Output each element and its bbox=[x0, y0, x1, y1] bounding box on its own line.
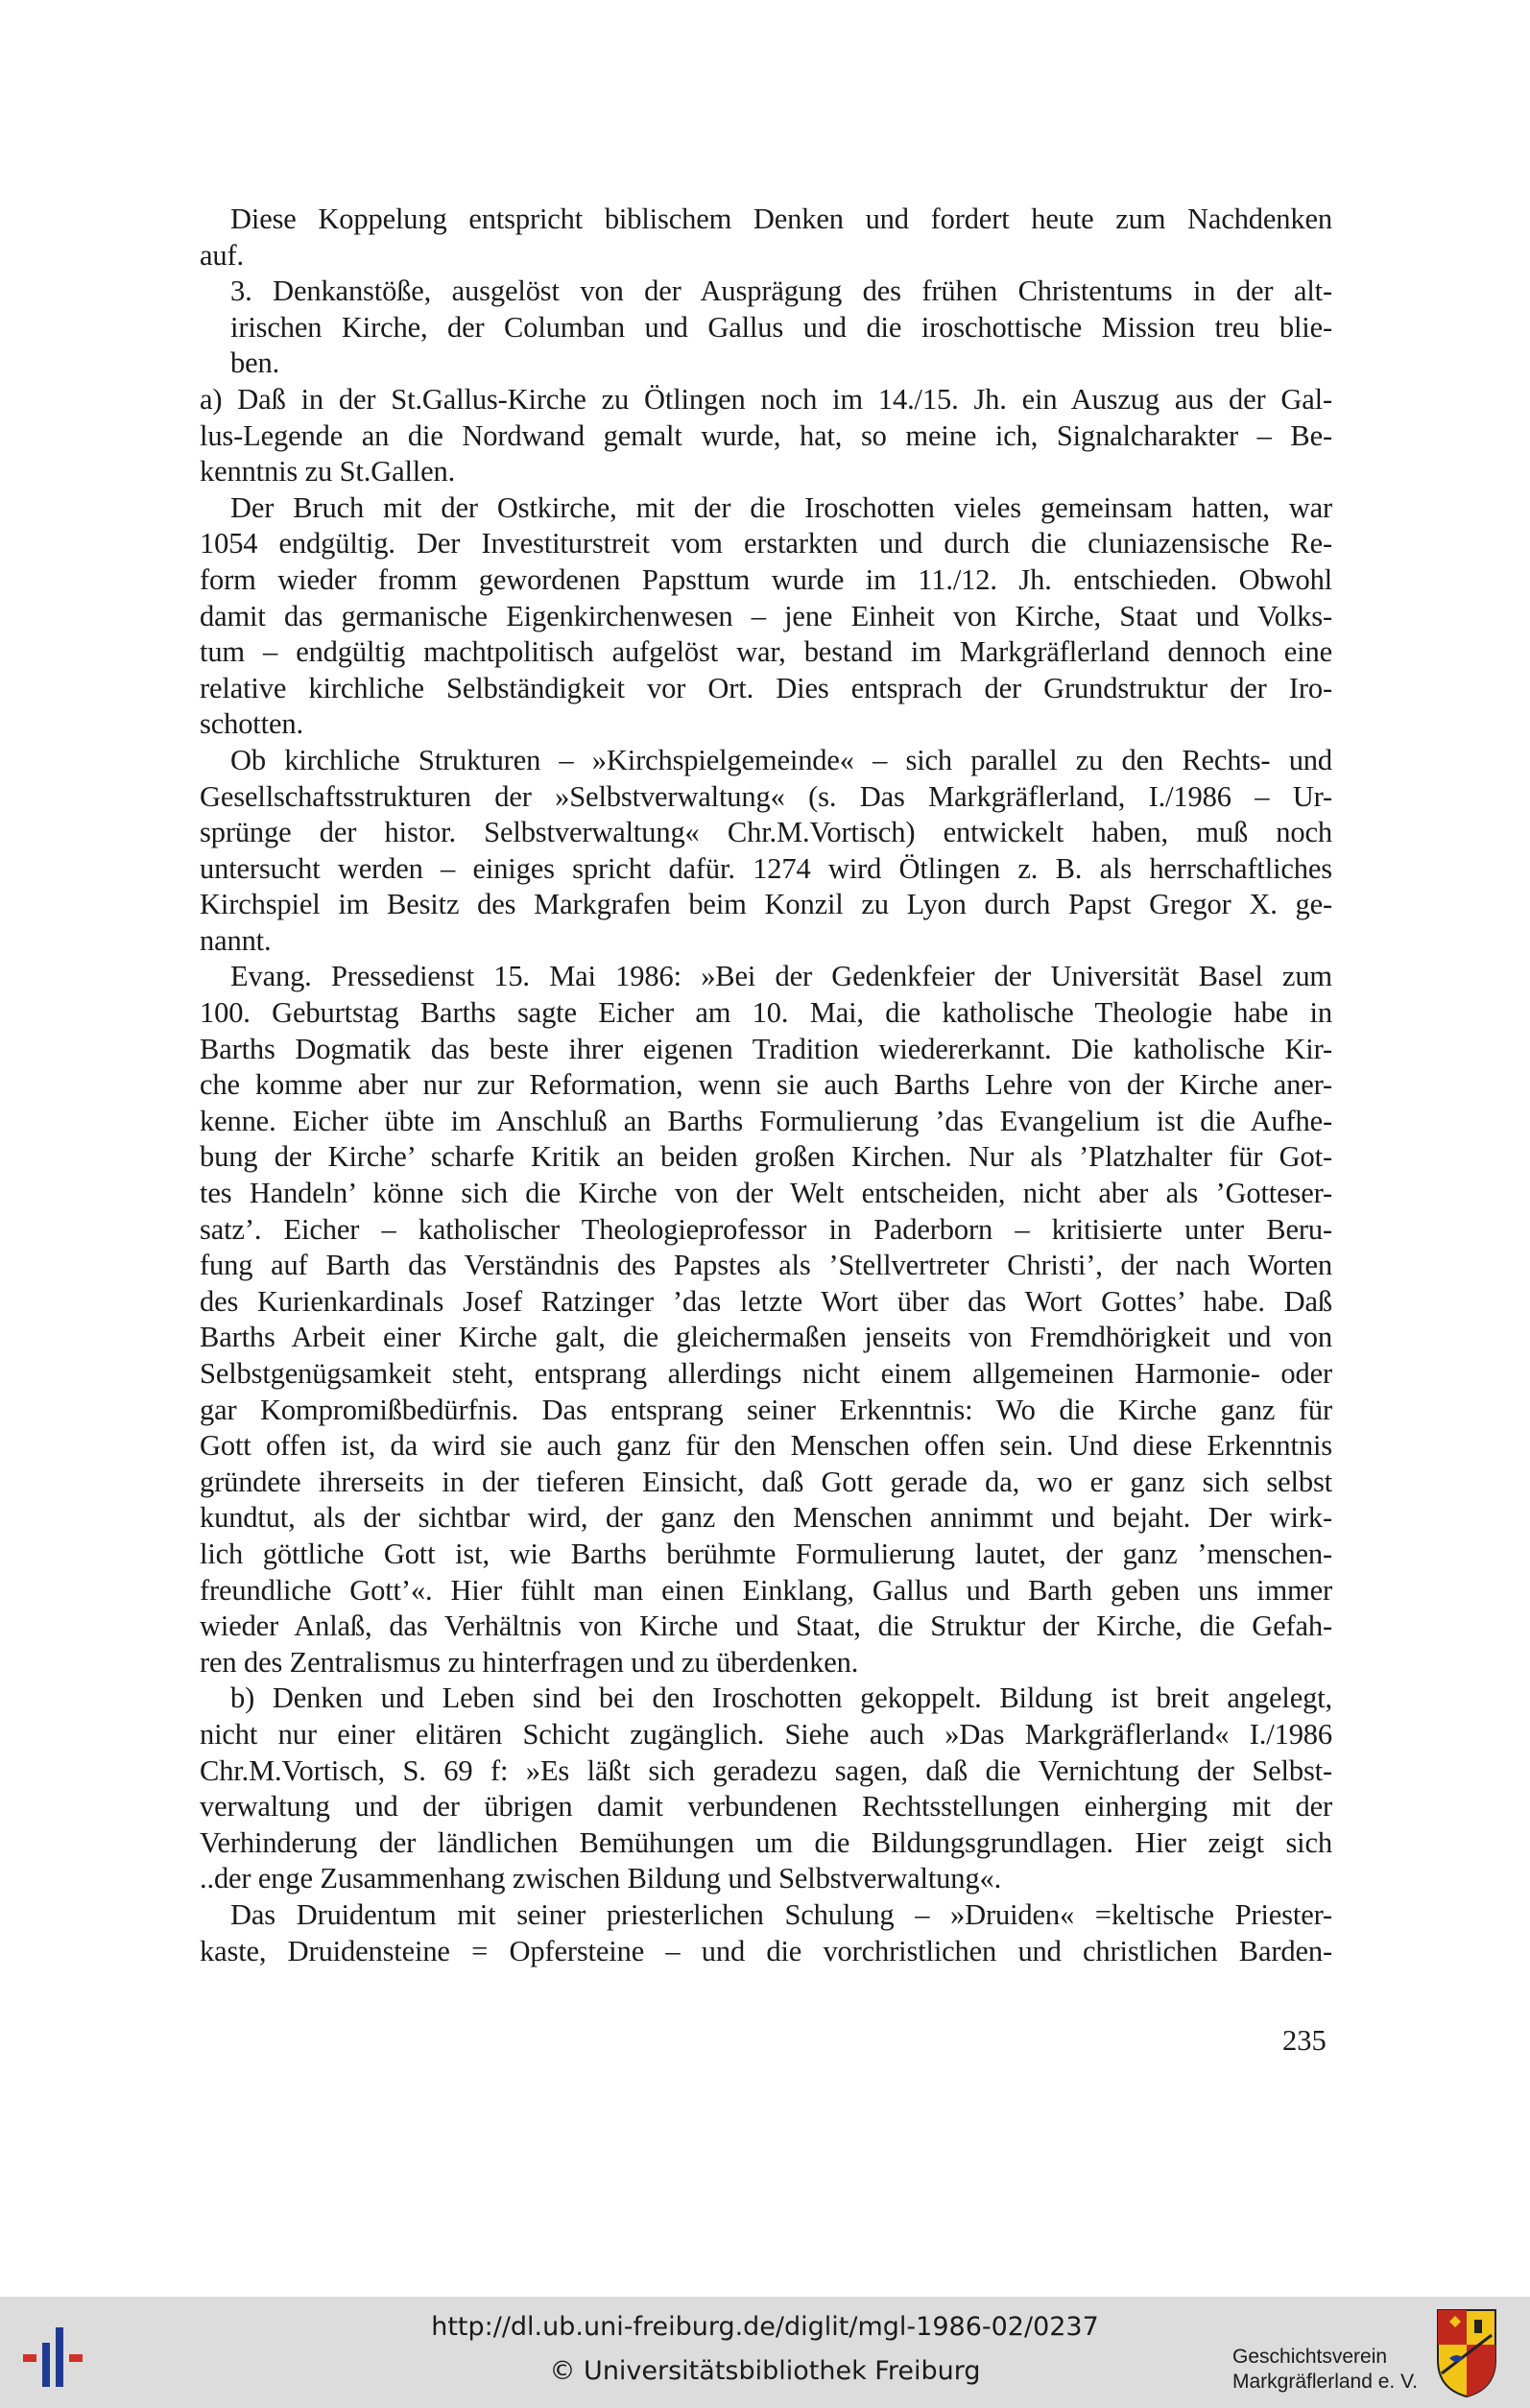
text-line: lich göttliche Gott ist, wie Barths berühmte Formulierung lautet, der ganz ’menschen- bbox=[200, 1537, 1332, 1570]
text-line: Gesellschaftsstrukturen der »Selbstverwaltung« (s. Das Markgräflerland, I./1986 – Ur- bbox=[200, 779, 1332, 813]
text-line: ren des Zentralismus zu hinterfragen und zu überdenken. bbox=[200, 1645, 859, 1679]
body-text bbox=[200, 202, 1332, 1969]
text-line: Der Bruch mit der Ostkirche, mit der die Iroschotten vieles gemeinsam hatten, war bbox=[230, 490, 1332, 524]
text-line: Barths Dogmatik das beste ihrer eigenen Tradition wiedererkannt. Die katholische Kir- bbox=[200, 1032, 1332, 1065]
text-line: nicht nur einer elitären Schicht zugänglich. Siehe auch »Das Markgräflerland« I./1986 bbox=[200, 1717, 1332, 1751]
text-line: irischen Kirche, der Columban und Gallus und die iroschottische Mission treu blie- bbox=[230, 310, 1332, 344]
text-line: Kirchspiel im Besitz des Markgrafen beim Konzil zu Lyon durch Papst Gregor X. ge- bbox=[200, 888, 1332, 921]
text-line: kundtut, als der sichtbar wird, der ganz den Menschen annimmt und bejaht. Der wirk- bbox=[200, 1501, 1332, 1535]
text-line: b) Denken und Leben sind bei den Iroschotten gekoppelt. Bildung ist breit angelegt, bbox=[230, 1681, 1332, 1715]
text-line: 100. Geburtstag Barths sagte Eicher am 10. Mai, die katholische Theologie habe in bbox=[200, 996, 1332, 1030]
text-line: schotten. bbox=[200, 707, 303, 741]
text-line: fung auf Barth das Verständnis des Papstes als ’Stellvertreter Christi’, der nach Worten bbox=[200, 1249, 1332, 1282]
text-line: freundliche Gott’«. Hier fühlt man einen Einklang, Gallus und Barth geben uns immer bbox=[200, 1573, 1332, 1607]
text-line: ..der enge Zusammenhang zwischen Bildung und Selbstverwaltung«. bbox=[200, 1862, 1002, 1895]
text-line: Selbstgenügsamkeit steht, entsprang allerdings nicht einem allgemeinen Harmonie- oder bbox=[200, 1357, 1332, 1390]
text-line: Ob kirchliche Strukturen – »Kirchspielgemeinde« – sich parallel zu den Rechts- und bbox=[230, 743, 1332, 776]
text-line: untersucht werden – einiges spricht dafür. 1274 wird Ötlingen z. B. als herrschaftliches bbox=[200, 851, 1332, 885]
text-line: Verhinderung der ländlichen Bemühungen um die Bildungsgrundlagen. Hier zeigt sich bbox=[200, 1825, 1332, 1859]
text-line: a) Daß in der St.Gallus-Kirche zu Ötlingen noch im 14./15. Jh. ein Auszug aus der Gal- bbox=[200, 382, 1332, 416]
text-line: verwaltung und der übrigen damit verbundenen Rechtsstellungen einherging mit der bbox=[200, 1790, 1332, 1824]
text-line: kaste, Druidensteine = Opfersteine – und die vorchristlichen und christlichen Barden- bbox=[200, 1934, 1332, 1967]
text-line: damit das germanische Eigenkirchenwesen – jene Einheit von Kirche, Staat und Volks- bbox=[200, 599, 1332, 632]
text-line: che komme aber nur zur Reformation, wenn sie auch Barths Lehre von der Kirche aner- bbox=[200, 1068, 1332, 1102]
text-line: kenne. Eicher übte im Anschluß an Barths Formulierung ’das Evangelium ist die Aufhe- bbox=[200, 1104, 1332, 1137]
text-line: form wieder fromm gewordenen Papsttum wurde im 11./12. Jh. entschieden. Obwohl bbox=[200, 562, 1332, 596]
text-line: Das Druidentum mit seiner priesterlichen Schulung – »Druiden« =keltische Priester- bbox=[230, 1897, 1332, 1931]
coat-of-arms-icon[interactable] bbox=[1436, 2306, 1497, 2398]
footer-bar bbox=[0, 2297, 1530, 2408]
text-line: gründete ihrerseits in der tieferen Einsicht, daß Gott gerade da, wo er ganz sich selbst bbox=[200, 1465, 1332, 1498]
text-line: 1054 endgültig. Der Investiturstreit vom erstarkten und durch die cluniazensische Re- bbox=[200, 527, 1332, 560]
society-name-line1: Geschichtsverein bbox=[1232, 2346, 1388, 2368]
text-line: sprünge der histor. Selbstverwaltung« Chr.M.Vortisch) entwickelt haben, muß noch bbox=[200, 816, 1332, 849]
text-line: gar Kompromißbedürfnis. Das entsprang seiner Erkenntnis: Wo die Kirche ganz für bbox=[200, 1393, 1332, 1426]
text-line: tum – endgültig machtpolitisch aufgelöst war, bestand im Markgräflerland dennoch eine bbox=[200, 635, 1332, 669]
text-line: des Kurienkardinals Josef Ratzinger ’das letzte Wort über das Wort Gottes’ habe. Daß bbox=[200, 1284, 1332, 1318]
text-line: Chr.M.Vortisch, S. 69 f: »Es läßt sich geradezu sagen, daß die Vernichtung der Selbst- bbox=[200, 1753, 1332, 1787]
text-line: Barths Arbeit einer Kirche galt, die gleichermaßen jenseits von Fremdhörigkeit und von bbox=[200, 1321, 1332, 1354]
text-line: auf. bbox=[200, 238, 244, 272]
text-line: kenntnis zu St.Gallen. bbox=[200, 455, 456, 489]
text-line: ben. bbox=[230, 346, 280, 380]
text-line: 3. Denkanstöße, ausgelöst von der Ausprägung des frühen Christentums in der alt- bbox=[230, 274, 1332, 308]
text-line: tes Handeln’ könne sich die Kirche von der Welt entscheiden, nicht aber als ’Gotteser- bbox=[200, 1177, 1332, 1210]
copyright-text: © Universitätsbibliothek Freiburg bbox=[549, 2356, 981, 2386]
permalink-link[interactable]: http://dl.ub.uni-freiburg.de/diglit/mgl-1986-02/0237 bbox=[431, 2312, 1099, 2342]
text-line: Gott offen ist, da wird sie auch ganz für den Menschen offen sein. Und diese Erkenntnis bbox=[200, 1429, 1332, 1463]
text-line: Evang. Pressedienst 15. Mai 1986: »Bei der Gedenkfeier der Universität Basel zum bbox=[230, 960, 1332, 993]
text-line: satz’. Eicher – katholischer Theologieprofessor in Paderborn – kritisierte unter Beru- bbox=[200, 1212, 1332, 1246]
society-name bbox=[1232, 2345, 1444, 2395]
text-line: nannt. bbox=[200, 923, 272, 957]
text-line: Diese Koppelung entspricht biblischem Denken und fordert heute zum Nachdenken bbox=[230, 203, 1332, 235]
text-line: wieder Anlaß, das Verhältnis von Kirche und Staat, die Struktur der Kirche, die Gefah- bbox=[200, 1609, 1332, 1643]
text-line: lus-Legende an die Nordwand gemalt wurde, hat, so meine ich, Signalcharakter – Be- bbox=[200, 418, 1332, 452]
society-name-line2: Markgräflerland e. V. bbox=[1232, 2371, 1418, 2393]
page-number: 235 bbox=[1282, 2024, 1327, 2057]
text-line: bung der Kirche’ scharfe Kritik an beiden großen Kirchen. Nur als ’Platzhalter für Got- bbox=[200, 1140, 1332, 1174]
text-line: relative kirchliche Selbständigkeit vor Ort. Dies entsprach der Grundstruktur der Iro- bbox=[200, 671, 1332, 704]
